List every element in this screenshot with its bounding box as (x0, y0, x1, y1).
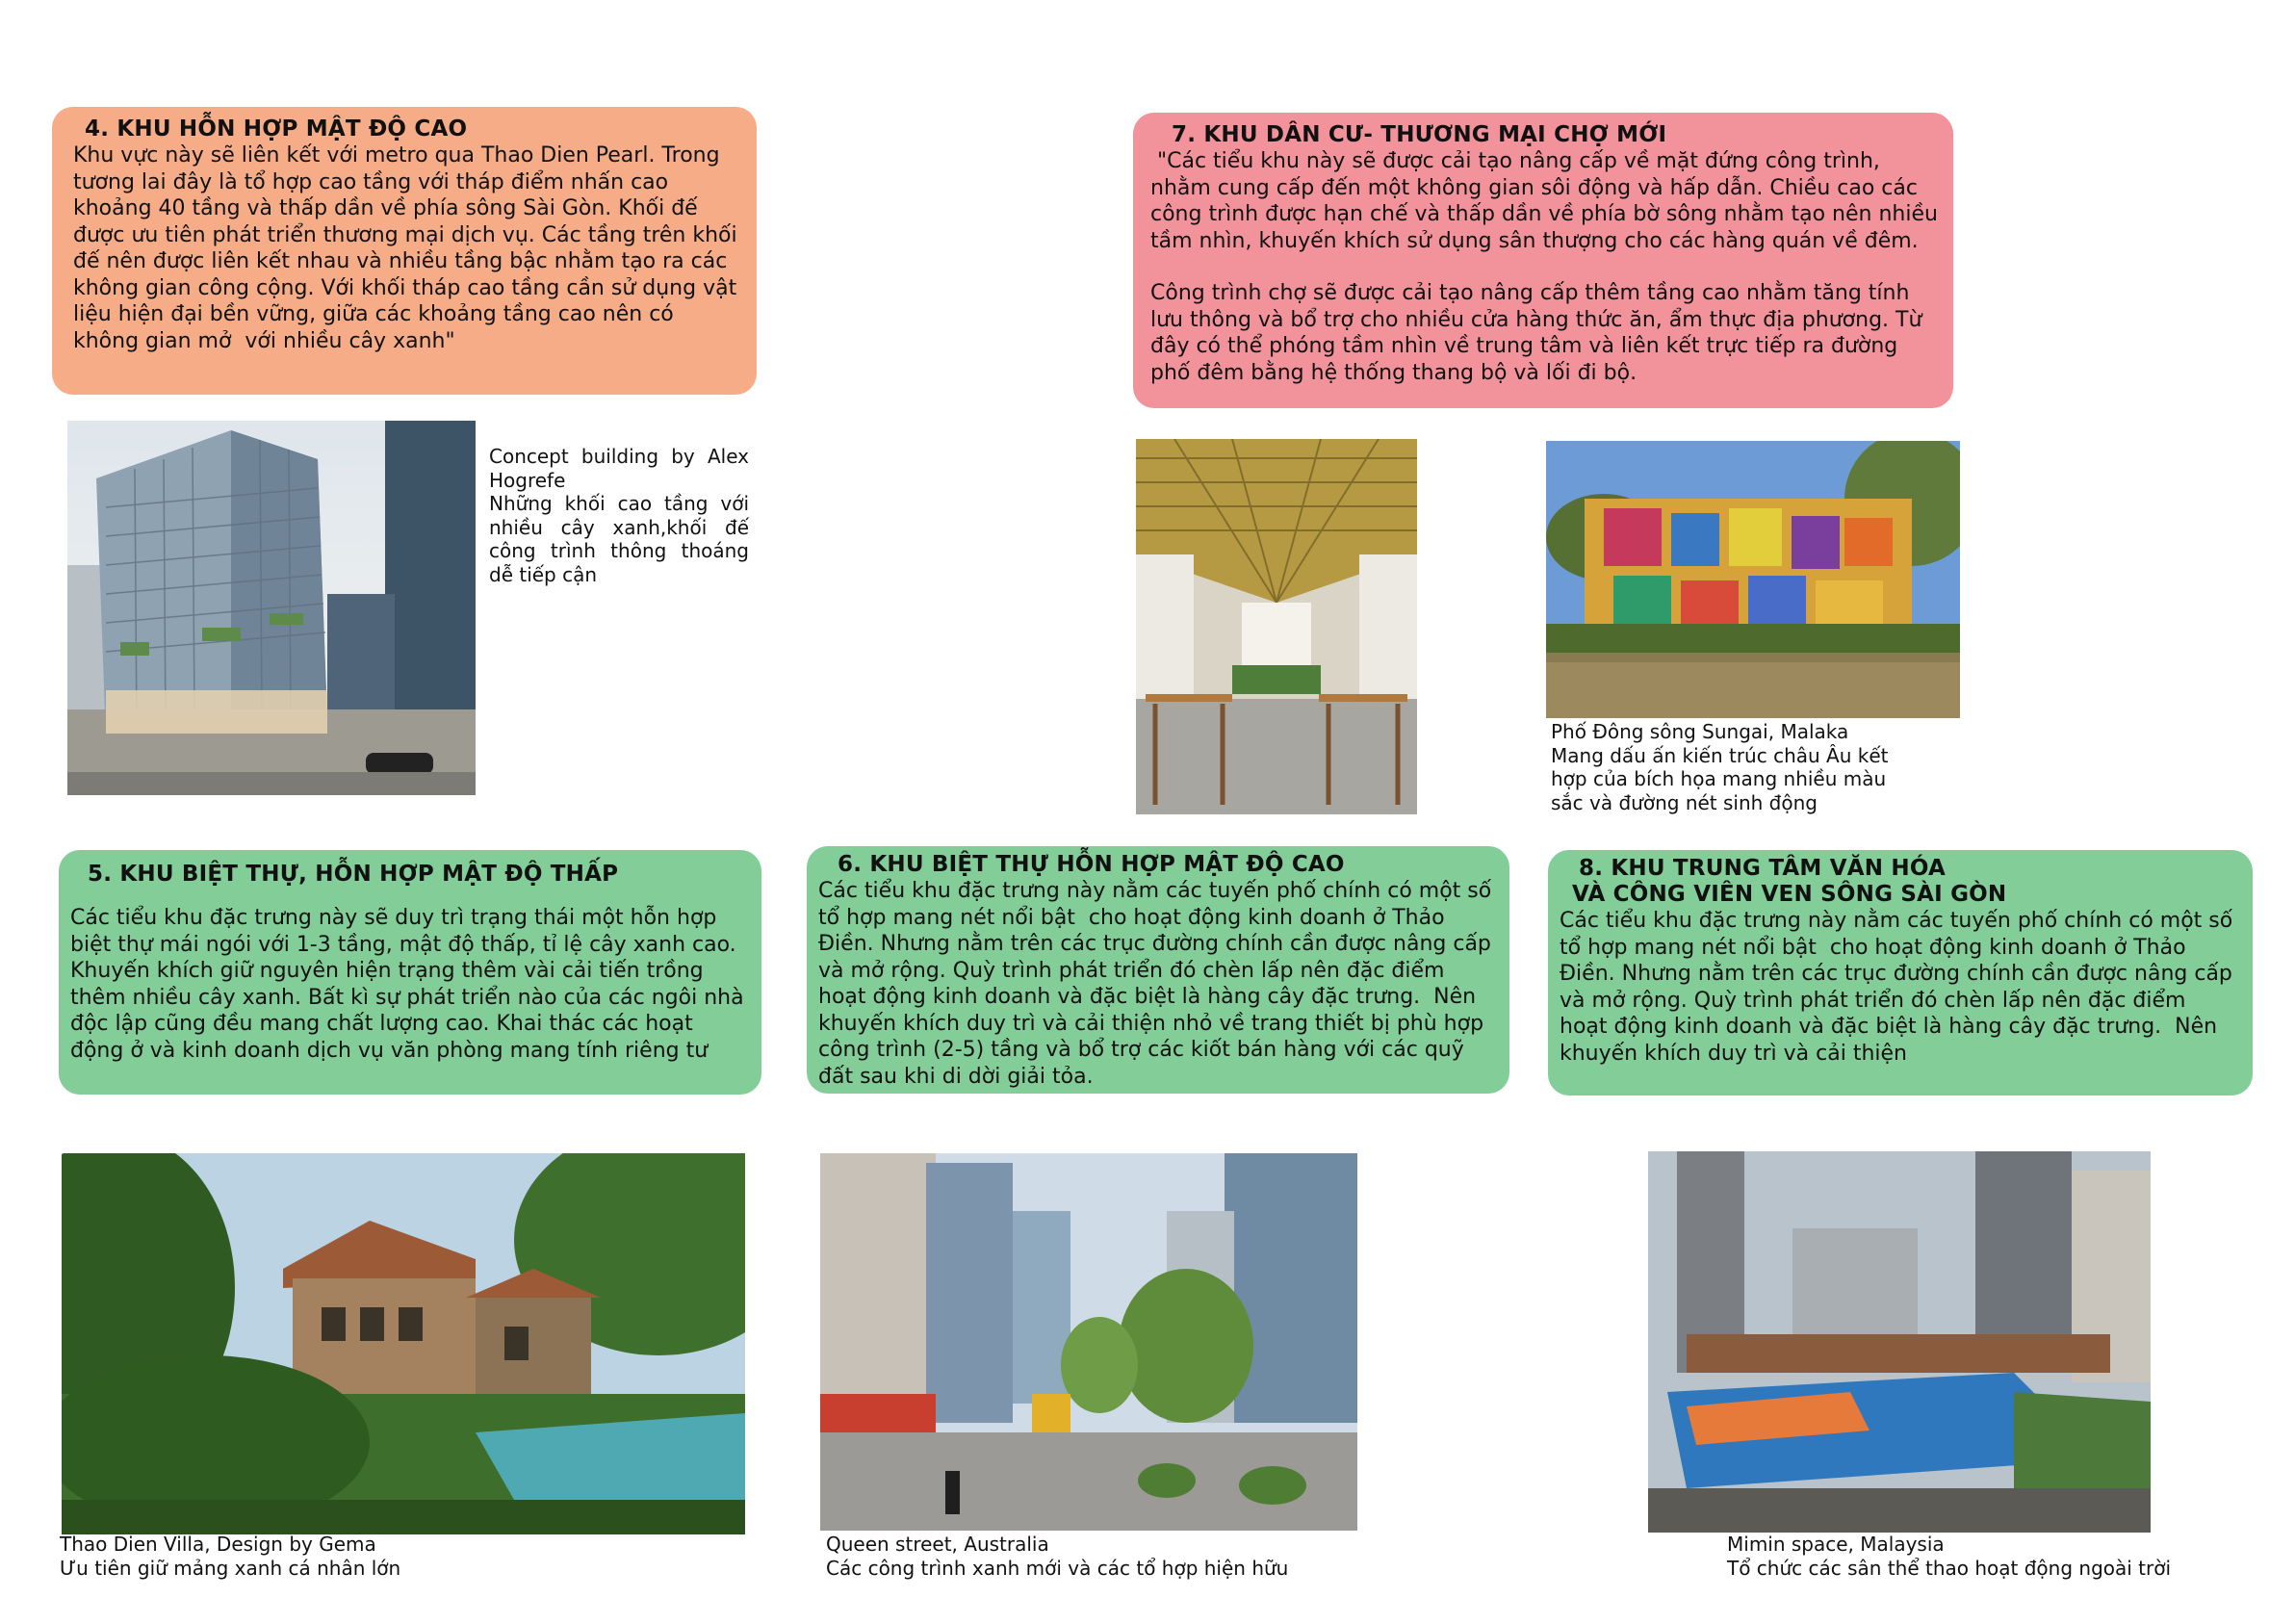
concept-tower-photo (67, 421, 476, 795)
zone-5-panel (59, 850, 761, 1095)
zone-4-body: Khu vực này sẽ liên kết với metro qua Thao Dien Pearl. Trong tương lai đây là tổ hợp cao tầng với tháp điểm nhấn cao khoảng 40 tầng và thấp dần về phía sông Sài Gòn. Khối đế được ưu tiên phát triển thương mại dịch vụ. Các tầng trên khối đế nên được liên kết nhau và nhiều tầng bậc nhằm tạo ra các không gian công cộng. Với khối tháp cao tầng cần sử dụng vật liệu hiện đại bền vững, giữa các khoảng tầng cao nên có không gian mở với nhiều cây xanh" (73, 143, 744, 353)
zone-8-title-line-1: 8. KHU TRUNG TÂM VĂN HÓA (1579, 856, 1946, 881)
zone-7-body-1: "Các tiểu khu này sẽ được cải tạo nâng cấp về mặt đứng công trình, nhằm cung cấp đến một không gian sôi động và hấp dẫn. Chiều cao các công trình được hạn chế và thấp dần về phía bờ sông nhằm tạo nên nhiều tầm nhìn, khuyến khích sử dụng sân thượng cho các hàng quán về đêm. (1150, 149, 1945, 253)
villa-garden-photo (62, 1153, 745, 1534)
mimin-caption: Mimin space, Malaysia Tổ chức các sân thể thao hoạt động ngoài trời (1727, 1533, 2172, 1580)
zone-8-title-line-2: VÀ CÔNG VIÊN VEN SÔNG SÀI GÒN (1572, 882, 2007, 907)
zone-8-panel (1548, 850, 2253, 1096)
zone-7-title: 7. KHU DÂN CƯ- THƯƠNG MẠI CHỢ MỚI (1172, 122, 1667, 147)
zone-6-body: Các tiểu khu đặc trưng này nằm các tuyến phố chính có một số tổ hợp mang nét nổi bật cho hoạt động kinh doanh ở Thảo Điền. Nhưng nằm trên các trục đường chính cần được nâng cấp và mở rộng. Quỳ trình phát triển đó chèn lấp nên đặc điểm hoạt động kinh doanh và đặc biệt là hàng cây đặc trưng. Nên khuyến khích duy trì và cải thiện nhỏ về trang thiết bị phù hợp công trình (2-5) tầng và bổ trợ các kiốt bán hàng với các quỹ đất sau khi di dời giải tỏa. (818, 879, 1499, 1089)
zone-5-title: 5. KHU BIỆT THỰ, HỖN HỢP MẬT ĐỘ THẤP (88, 862, 619, 887)
mimin-sports-photo (1648, 1151, 2151, 1533)
zone-4-panel (52, 107, 757, 395)
malaka-river-photo (1546, 441, 1960, 718)
queen-street-photo (820, 1153, 1357, 1531)
concept-tower-caption: Concept building by Alex Hogrefe Những khối cao tầng với nhiều cây xanh,khối đế công trình thông thoáng dễ tiếp cận (489, 445, 749, 586)
market-hall-photo (1136, 439, 1417, 814)
malaka-caption: Phố Đông sông Sungai, Malaka Mang dấu ấn kiến trúc châu Âu kết hợp của bích họa mang nhiều màu sắc và đường nét sinh động (1551, 720, 1889, 814)
zone-4-title: 4. KHU HỖN HỢP MẬT ĐỘ CAO (85, 116, 468, 142)
villa-caption: Thao Dien Villa, Design by Gema Ưu tiên giữ mảng xanh cá nhân lớn (60, 1533, 401, 1580)
zone-8-body: Các tiểu khu đặc trưng này nằm các tuyến phố chính có một số tổ hợp mang nét nổi bật cho hoạt động kinh doanh ở Thảo Điền. Nhưng nằm trên các trục đường chính cần được nâng cấp và mở rộng. Quỳ trình phát triển đó chèn lấp nên đặc điểm hoạt động kinh doanh và đặc biệt là hàng cây đặc trưng. Nên khuyến khích duy trì và cải thiện (1560, 909, 2240, 1066)
queen-street-caption: Queen street, Australia Các công trình xanh mới và các tổ hợp hiện hữu (826, 1533, 1289, 1580)
zone-7-spacer (1150, 254, 1940, 280)
zone-6-title: 6. KHU BIỆT THỰ HỖN HỢP MẬT ĐỘ CAO (838, 852, 1345, 877)
zone-7-panel (1133, 113, 1953, 408)
zone-6-panel (807, 846, 1509, 1094)
zone-5-body: Các tiểu khu đặc trưng này sẽ duy trì trạng thái một hỗn hợp biệt thự mái ngói với 1-3 tầng, mật độ thấp, tỉ lệ cây xanh cao. Khuyến khích giữ nguyên hiện trạng thêm vài cải tiến trồng thêm nhiều cây xanh. Bất kì sự phát triển nào của các ngôi nhà độc lập cũng đều mang chất lượng cao. Khai thác các hoạt động ở và kinh doanh dịch vụ văn phòng mang tính riêng tư (70, 906, 751, 1063)
zone-7-body-2: Công trình chợ sẽ được cải tạo nâng cấp thêm tầng cao nhằm tăng tính lưu thông và bổ trợ cho nhiều cửa hàng thức ăn, ẩm thực địa phương. Từ đây có thể phóng tầm nhìn về trung tâm và liên kết trực tiếp ra đường phố đêm bằng hệ thống thang bộ và lối đi bộ. (1150, 281, 1929, 385)
